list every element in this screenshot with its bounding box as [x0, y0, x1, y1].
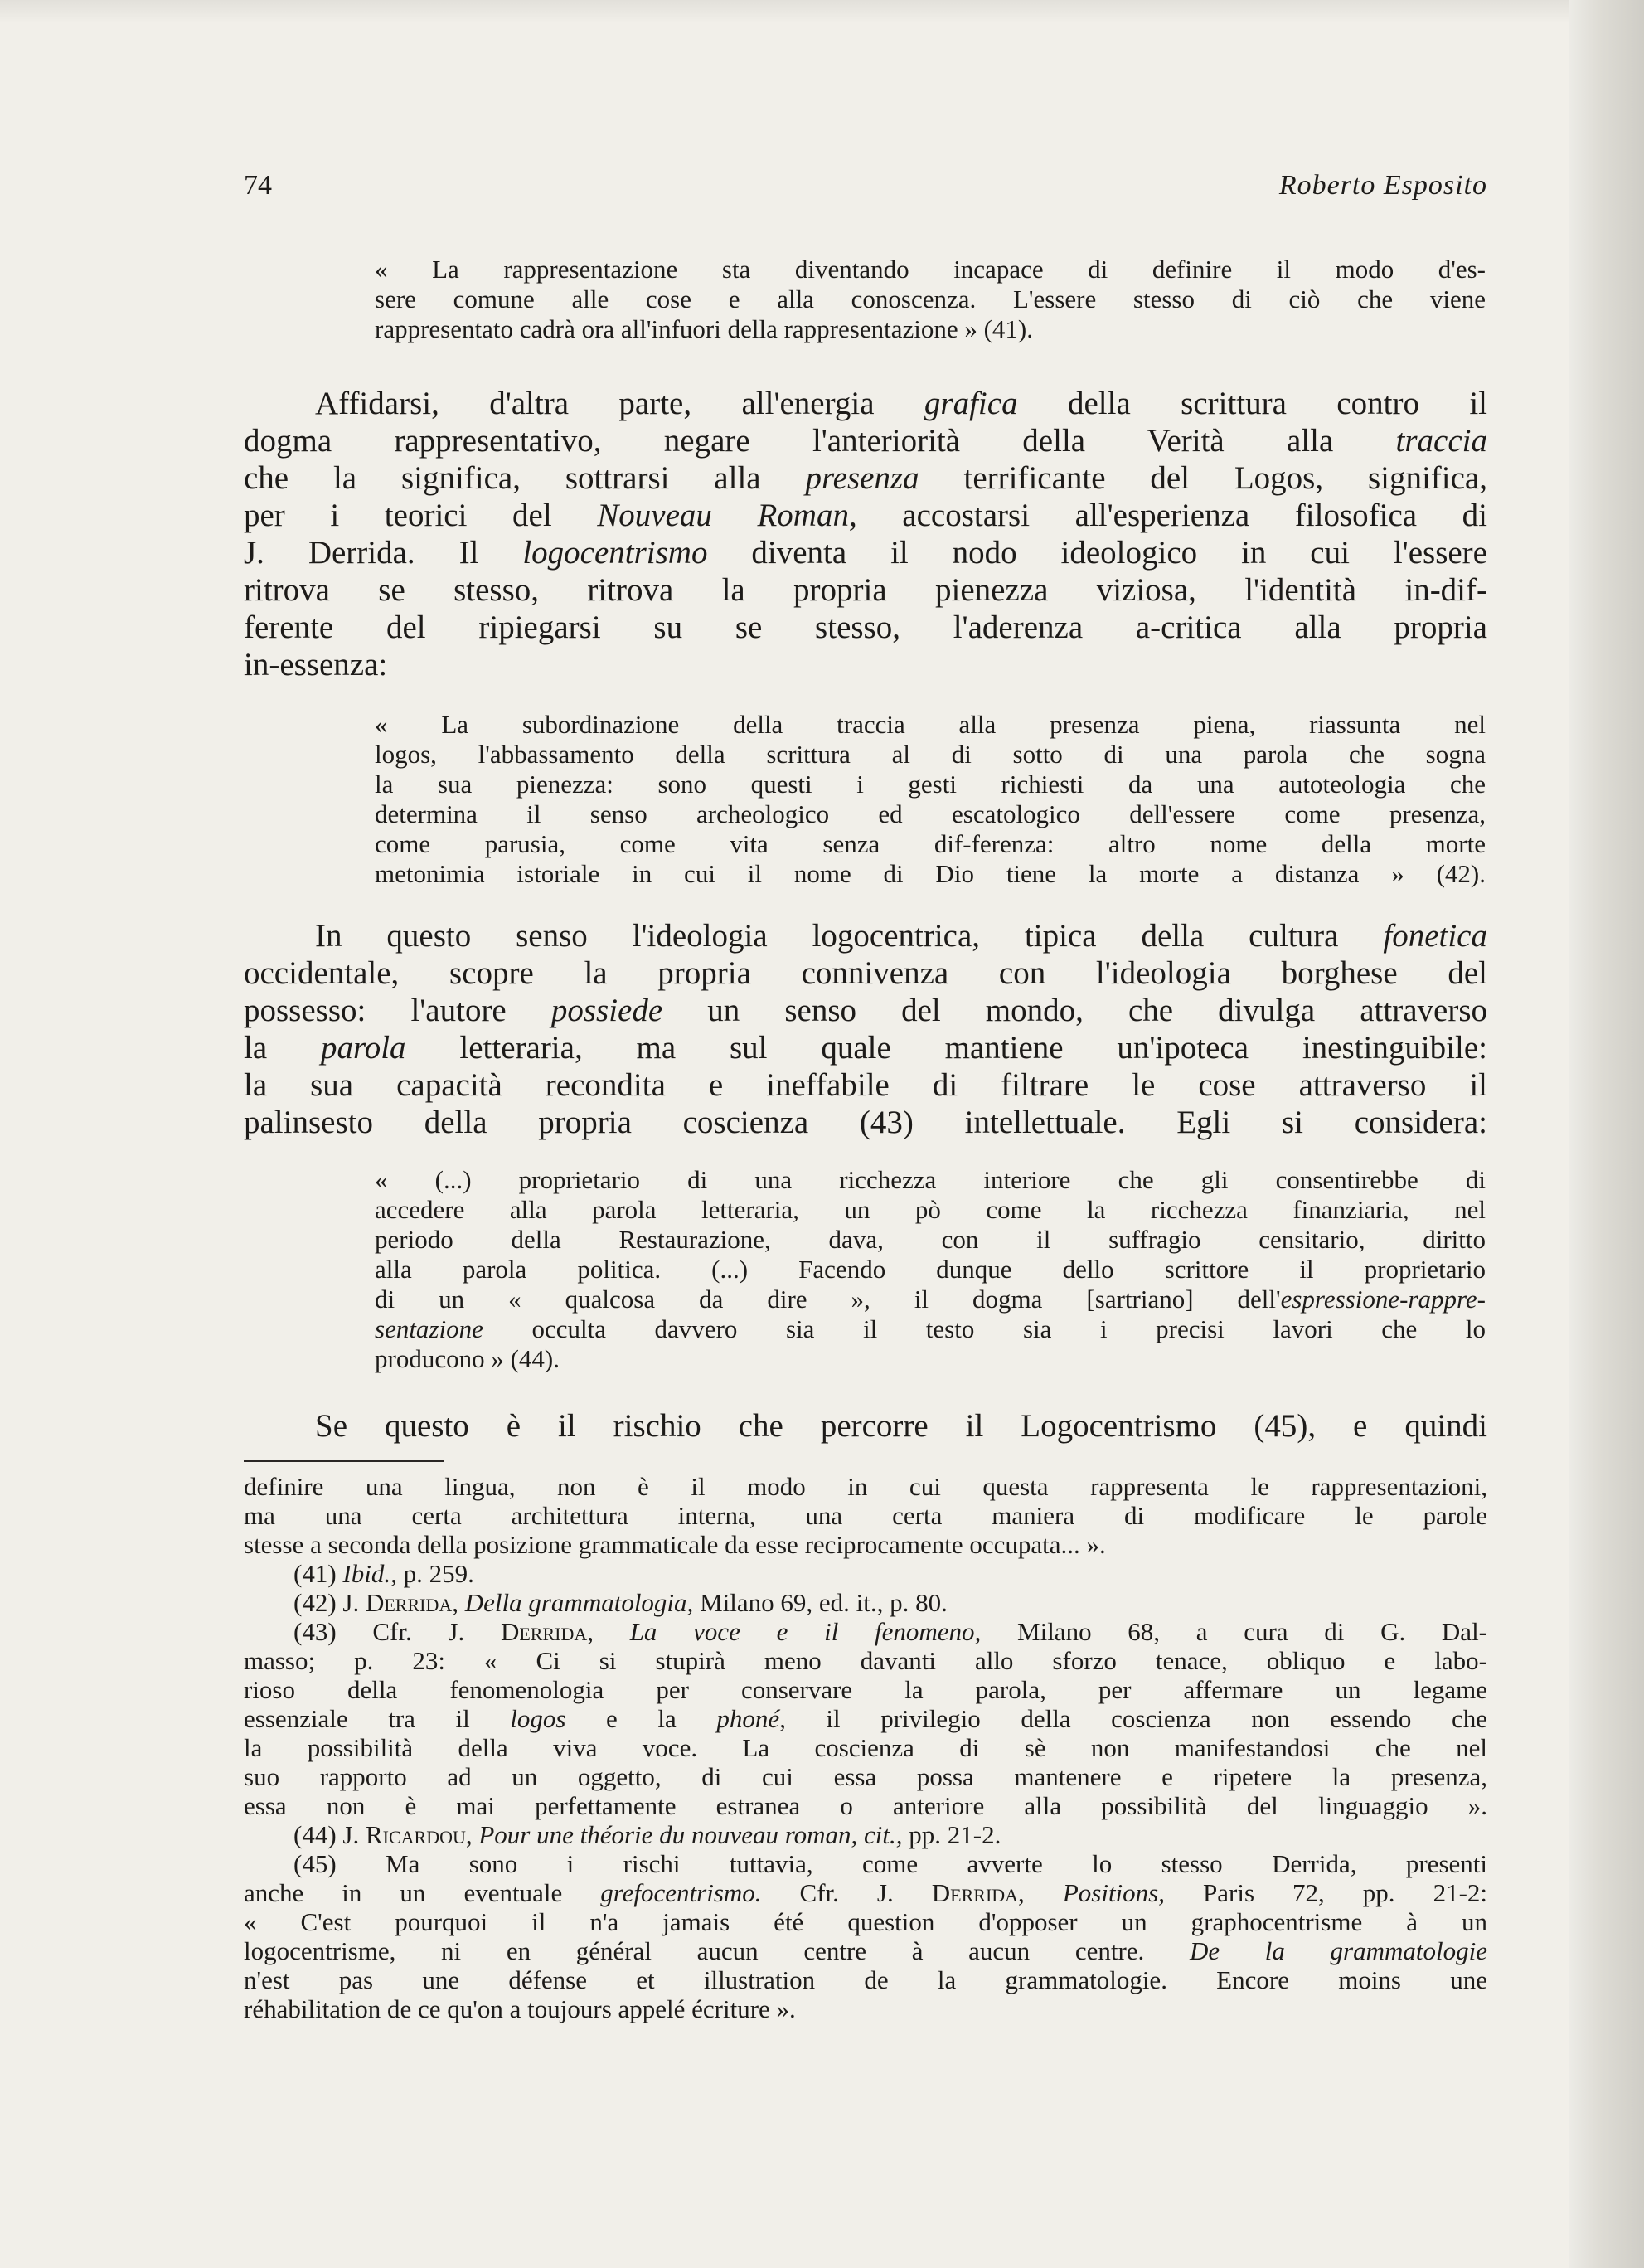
- paragraph-line: che la significa, sottrarsi alla presenza terrificante del Logos, significa,: [244, 460, 1487, 496]
- running-head-author: Roberto Esposito: [1278, 170, 1487, 201]
- paragraph-line: palinsesto della propria coscienza (43) intellettuale. Egli si considera:: [244, 1105, 1487, 1140]
- paragraph-line: in-essenza:: [244, 647, 388, 682]
- paragraph-line: occidentale, scopre la propria connivenza con l'ideologia borghese del: [244, 955, 1487, 991]
- paragraph-line: la parola letteraria, ma sul quale mantiene un'ipoteca inestinguibile:: [244, 1030, 1487, 1066]
- paragraph-line: Se questo è il rischio che percorre il Logocentrismo (45), e quindi: [315, 1408, 1487, 1444]
- page-number: 74: [244, 170, 272, 201]
- quote-line: alla parola politica. (...) Facendo dunque dello scrittore il proprietario: [375, 1255, 1486, 1284]
- footnote-41: (41) Ibid., p. 259.: [293, 1559, 474, 1588]
- footnote-continuation-line: definire una lingua, non è il modo in cui questa rappresenta le rappresentazioni,: [244, 1472, 1487, 1501]
- footnote-43: (43) Cfr. J. Derrida, La voce e il fenomeno, Milano 68, a cura di G. Dal- masso; p. 23: « Ci si stupirà meno davanti allo sforzo tenace, obliquo e labo- rioso della fenomenologia per conservare la parola, per affermare un legame essenziale tra il logos e la phoné, il privilegio della coscienza non essendo che la possibilità della viva voce. La coscienza di sè non manifestandosi che nel suo rapporto ad un oggetto, di cui essa possa mantenere e ripetere la presenza, essa non è mai perfettamente estranea o anteriore alla possibilità del linguaggio ».: [244, 1617, 1488, 1820]
- block-quote-44: [375, 1165, 1486, 1374]
- quote-line: « La rappresentazione sta diventando incapace di definire il modo d'es-: [375, 255, 1486, 284]
- quote-line: come parusia, come vita senza dif-ferenza: altro nome della morte: [375, 829, 1486, 858]
- paragraph-line: J. Derrida. Il logocentrismo diventa il nodo ideologico in cui l'essere: [244, 535, 1487, 571]
- footnote-continuation-line: ma una certa architettura interna, una certa maniera di modificare le parole: [244, 1501, 1487, 1530]
- footnote-45: (45) Ma sono i rischi tuttavia, come avverte lo stesso Derrida, presenti anche in un eventuale grefocentrismo. Cfr. J. Derrida, Positions, Paris 72, pp. 21-2: « C'est pourquoi il n'a jamais été question d'opposer un graphocentrisme à un logocentrisme, ni en général aucun centre à aucun centre. De la grammatologie n'est pas une défense et illustration de la grammatologie. Encore moins une réhabilitation de ce qu'on a toujours appelé écriture ».: [244, 1849, 1487, 2023]
- block-quote-42: [375, 710, 1486, 889]
- quote-line: la sua pienezza: sono questi i gesti richiesti da una autoteologia che: [375, 770, 1486, 799]
- quote-line: logos, l'abbassamento della scrittura al di sotto di una parola che sogna: [375, 740, 1486, 769]
- quote-line: rappresentato cadrà ora all'infuori della rappresentazione » (41).: [375, 314, 1033, 343]
- quote-line: « La subordinazione della traccia alla presenza piena, riassunta nel: [375, 710, 1486, 739]
- quote-line: periodo della Restaurazione, dava, con il suffragio censitario, diritto: [375, 1225, 1486, 1254]
- paragraph-line: possesso: l'autore possiede un senso del mondo, che divulga attraverso: [244, 993, 1488, 1028]
- footnote-divider: [244, 1460, 444, 1462]
- paragraph-line: la sua capacità recondita e ineffabile di filtrare le cose attraverso il: [244, 1067, 1487, 1103]
- footnotes: [244, 1472, 1487, 2023]
- paragraph-line: In questo senso l'ideologia logocentrica, tipica della cultura fonetica: [315, 918, 1487, 954]
- quote-line: metonimia istoriale in cui il nome di Dio tiene la morte a distanza » (42).: [375, 859, 1486, 888]
- quote-line: accedere alla parola letteraria, un pò come la ricchezza finanziaria, nel: [375, 1195, 1486, 1224]
- quote-line: sentazione occulta davvero sia il testo sia i precisi lavori che lo: [375, 1314, 1486, 1343]
- quote-line: di un « qualcosa da dire », il dogma [sartriano] dell'espressione-rappre-: [375, 1285, 1486, 1314]
- quote-line: sere comune alle cose e alla conoscenza. L'essere stesso di ciò che viene: [375, 284, 1486, 313]
- paragraph-line: Affidarsi, d'altra parte, all'energia grafica della scrittura contro il: [315, 386, 1487, 421]
- quote-line: producono » (44).: [375, 1344, 560, 1373]
- quote-line: « (...) proprietario di una ricchezza interiore che gli consentirebbe di: [375, 1165, 1486, 1194]
- paragraph-line: per i teorici del Nouveau Roman, accostarsi all'esperienza filosofica di: [244, 498, 1487, 533]
- paragraph-rischio: [244, 1407, 1487, 1445]
- paragraph-line: ritrova se stesso, ritrova la propria pienezza viziosa, l'identità in-dif-: [244, 572, 1487, 608]
- footnote-44: (44) J. Ricardou, Pour une théorie du nouveau roman, cit., pp. 21-2.: [293, 1820, 1001, 1849]
- footnote-42: (42) J. Derrida, Della grammatologia, Milano 69, ed. it., p. 80.: [293, 1588, 948, 1617]
- page-header: [244, 170, 1487, 210]
- paragraph-line: ferente del ripiegarsi su se stesso, l'aderenza a-critica alla propria: [244, 609, 1487, 645]
- quote-line: determina il senso archeologico ed escatologico dell'essere come presenza,: [375, 799, 1486, 828]
- paragraph-line: dogma rappresentativo, negare l'anteriorità della Verità alla traccia: [244, 423, 1487, 459]
- paragraph-derrida: [244, 385, 1487, 683]
- footnote-continuation-line: stesse a seconda della posizione grammaticale da esse reciprocamente occupata... ».: [244, 1530, 1106, 1559]
- paragraph-ideologia: [244, 917, 1487, 1141]
- block-quote-41: [375, 255, 1486, 344]
